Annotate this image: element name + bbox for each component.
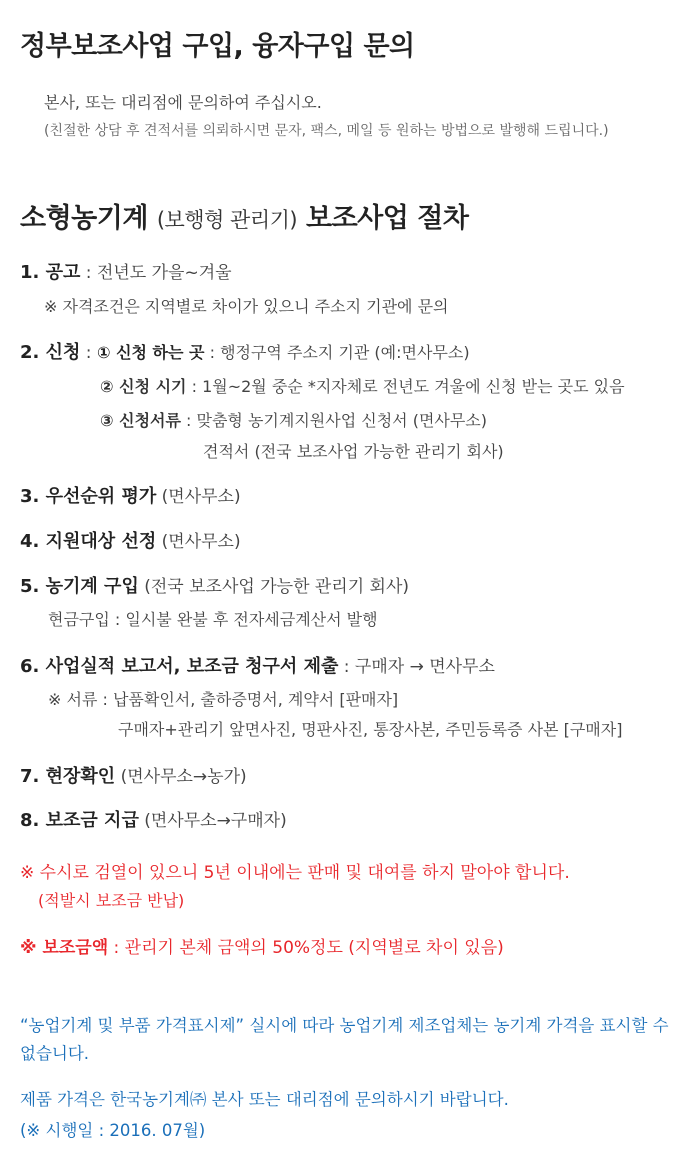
inquiry-title: 정부보조사업 구입, 융자구입 문의 — [20, 31, 415, 62]
step-6-note-1: ※ 서류 : 납품확인서, 출하증명서, 계약서 [판매자] — [48, 690, 399, 709]
step-2b-text: : 1월~2월 중순 *지자체로 전년도 겨울에 신청 받는 곳도 있음 — [186, 377, 625, 396]
step-2c-text-2: 견적서 (전국 보조사업 가능한 관리기 회사) — [203, 442, 504, 461]
step-7-label: 7. 현장확인 — [20, 766, 116, 787]
step-2b-label: ② 신청 시기 — [100, 377, 187, 396]
step-2-label: 2. 신청 — [20, 342, 81, 363]
pricing-notice-date: (※ 시행일 : 2016. 07월) — [20, 1121, 206, 1140]
step-1 — [20, 258, 232, 284]
step-7-text: (면사무소→농가) — [115, 767, 247, 787]
step-2 — [20, 338, 470, 364]
warning-subsidy-text: : 관리기 본체 금액의 50%정도 (지역별로 차이 있음) — [108, 938, 504, 958]
inquiry-line-1: 본사, 또는 대리점에 문의하여 주십시오. — [44, 93, 322, 112]
step-6-label: 6. 사업실적 보고서, 보조금 청구서 제출 — [20, 656, 339, 677]
step-5-text: (전국 보조사업 가능한 관리기 회사) — [138, 577, 410, 597]
step-2b — [100, 374, 625, 397]
inquiry-line-2: (친절한 상담 후 견적서를 의뢰하시면 문자, 팩스, 메일 등 원하는 방법으로 발행해 드립니다.) — [44, 123, 609, 139]
procedure-title-paren: (보행형 관리기) — [156, 208, 298, 232]
step-4-text: (면사무소) — [156, 532, 241, 552]
step-2c — [100, 408, 487, 431]
step-8-label: 8. 보조금 지급 — [20, 810, 139, 831]
step-5-note: 현금구입 : 일시불 완불 후 전자세금계산서 발행 — [48, 610, 378, 629]
step-2a-label: ① 신청 하는 곳 — [96, 343, 205, 362]
step-3-text: (면사무소) — [156, 487, 241, 507]
warning-subsidy — [20, 933, 504, 958]
step-2a-text: : 행정구역 주소지 기관 (예:면사무소) — [204, 343, 470, 362]
step-3 — [20, 482, 241, 508]
warning-inspection-sub-text: (적발시 보조금 반납) — [38, 891, 185, 910]
step-5-label: 5. 농기계 구입 — [20, 576, 139, 597]
step-4-label: 4. 지원대상 선정 — [20, 531, 157, 552]
step-4 — [20, 527, 241, 553]
step-1-text: : 전년도 가을~겨울 — [80, 263, 232, 283]
step-1-note: ※ 자격조건은 지역별로 차이가 있으니 주소지 기관에 문의 — [44, 297, 449, 316]
step-2c-text: : 맞춤형 농기계지원사업 신청서 (면사무소) — [180, 411, 488, 430]
step-3-label: 3. 우선순위 평가 — [20, 486, 157, 507]
step-8 — [20, 806, 287, 832]
pricing-notice-inquiry: 제품 가격은 한국농기계㈜ 본사 또는 대리점에 문의하시기 바랍니다. — [20, 1090, 509, 1109]
warning-subsidy-label: ※ 보조금액 — [20, 938, 109, 958]
procedure-title — [20, 196, 468, 235]
pricing-notice-law: “농업기계 및 부품 가격표시제” 실시에 따라 농업기계 제조업체는 농기계 가격을 표시할 수 없습니다. — [20, 1016, 669, 1063]
step-6-note-2: 구매자+관리기 앞면사진, 명판사진, 통장사본, 주민등록증 사본 [구매자] — [118, 720, 623, 739]
step-8-text: (면사무소→구매자) — [138, 811, 287, 831]
step-1-label: 1. 공고 — [20, 262, 81, 283]
step-5 — [20, 572, 409, 598]
step-2c-label: ③ 신청서류 — [100, 411, 181, 430]
procedure-title-main: 소형농기계 — [20, 203, 148, 234]
procedure-title-end: 보조사업 절차 — [306, 203, 469, 234]
step-2-sep: : — [80, 343, 97, 363]
step-6 — [20, 652, 495, 678]
step-6-text: : 구매자 → 면사무소 — [338, 657, 495, 677]
warning-inspection-sub — [38, 888, 184, 911]
warning-inspection: ※ 수시로 검열이 있으니 5년 이내에는 판매 및 대여를 하지 말아야 합니다. — [20, 863, 570, 883]
step-7 — [20, 762, 247, 788]
